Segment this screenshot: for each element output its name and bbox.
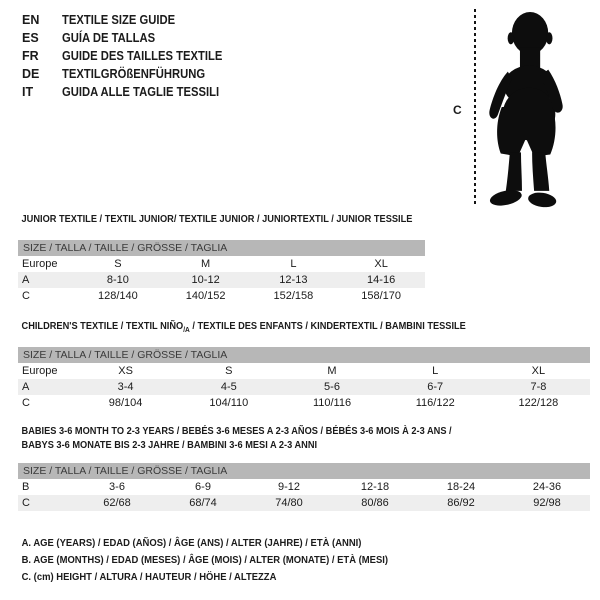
row-label: Europe (22, 258, 58, 270)
language-code: ES (22, 31, 39, 45)
size-cell: 80/86 (361, 497, 389, 509)
size-cell: 104/110 (209, 397, 249, 409)
size-header-label: SIZE / TALLA / TAILLE / GRÖSSE / TAGLIA (23, 349, 228, 361)
height-measure-label: C (453, 103, 462, 117)
legend-note-b: B. AGE (MONTHS) / EDAD (MESES) / ÂGE (MOIS) / ALTER (MONATE) / ETÀ (MESI) (21, 554, 389, 566)
size-cell: 116/122 (415, 397, 455, 409)
legend-note-c: C. (cm) HEIGHT / ALTURA / HAUTEUR / HÖHE / ALTEZZA (21, 571, 277, 583)
size-cell: 7-8 (530, 381, 547, 393)
size-cell: 92/98 (533, 497, 561, 509)
size-cell: 9-12 (277, 481, 301, 493)
row-label: C (22, 497, 30, 509)
table-row (18, 363, 590, 379)
language-label: GUIDE DES TAILLES TEXTILE (62, 49, 223, 63)
size-cell: 158/170 (361, 290, 401, 302)
size-cell: 14-16 (367, 274, 396, 286)
language-label: GUÍA DE TALLAS (62, 31, 156, 45)
row-label: B (22, 481, 30, 493)
size-cell: 152/158 (273, 290, 314, 302)
language-label: TEXTILE SIZE GUIDE (62, 13, 176, 27)
size-cell: S (225, 365, 233, 377)
language-row (22, 29, 240, 47)
language-code: FR (22, 49, 39, 63)
size-cell: S (114, 258, 122, 270)
row-label: Europe (22, 365, 58, 377)
size-cell: 6-9 (195, 481, 211, 493)
size-cell: 122/128 (518, 397, 559, 409)
size-cell: M (327, 365, 337, 377)
size-cell: 3-4 (117, 381, 134, 393)
size-cell: 4-5 (220, 381, 237, 393)
table-row (18, 288, 425, 304)
height-measure-dotted-line (474, 9, 476, 207)
table-grid (18, 347, 590, 411)
row-label: A (22, 274, 30, 286)
childrens-textile-table (18, 319, 590, 409)
table-title-text: CHILDREN'S TEXTILE / TEXTIL NIÑO (21, 320, 184, 332)
table-title (18, 319, 521, 337)
size-header-label: SIZE / TALLA / TAILLE / GRÖSSE / TAGLIA (23, 242, 228, 254)
language-code: IT (22, 85, 34, 99)
table-title: BABIES 3-6 MONTH TO 2-3 YEARS / BEBÉS 3-6 MESES A 2-3 AÑOS / BÉBÉS 3-6 MOIS À 2-3 ANS / (21, 425, 452, 437)
size-cell: 86/92 (447, 497, 475, 509)
size-cell: 74/80 (275, 497, 303, 509)
size-cell: XL (531, 365, 546, 377)
table-row (18, 272, 425, 288)
table-row (18, 495, 590, 511)
size-header-label: SIZE / TALLA / TAILLE / GRÖSSE / TAGLIA (23, 465, 228, 477)
size-cell: 24-36 (532, 481, 562, 493)
table-grid (18, 240, 425, 304)
size-cell: 3-6 (109, 481, 125, 493)
size-cell: 6-7 (427, 381, 444, 393)
language-code: DE (22, 67, 40, 81)
size-cell: L (432, 365, 439, 377)
language-row (22, 83, 240, 101)
size-cell: 12-13 (279, 274, 308, 286)
table-row (18, 379, 590, 395)
size-header-bar (18, 463, 590, 479)
table-title: BABYS 3-6 MONATE BIS 2-3 JAHRE / BAMBINI 3-6 MESI A 2-3 ANNI (21, 439, 318, 451)
language-code: EN (22, 13, 40, 27)
size-cell: XS (118, 365, 133, 377)
size-cell: 98/104 (108, 397, 143, 409)
language-label: GUIDA ALLE TAGLIE TESSILI (62, 85, 220, 99)
size-cell: 5-6 (324, 381, 340, 393)
size-cell: 68/74 (189, 497, 217, 509)
table-title-subscript: /A (183, 325, 190, 335)
row-label: A (22, 381, 30, 393)
language-row (22, 47, 240, 65)
language-title-block (22, 11, 240, 101)
size-cell: 128/140 (97, 290, 138, 302)
language-row (22, 11, 240, 29)
size-cell: 110/116 (312, 397, 352, 409)
size-cell: XL (374, 258, 388, 270)
table-row (18, 479, 590, 495)
table-row (18, 256, 425, 272)
table-grid (18, 463, 590, 511)
row-label: C (22, 290, 30, 302)
size-header-bar (18, 347, 590, 363)
baby-silhouette-image (483, 11, 565, 209)
row-label: C (22, 397, 30, 409)
junior-textile-table (18, 212, 425, 302)
table-title: JUNIOR TEXTILE / TEXTIL JUNIOR/ TEXTILE JUNIOR / JUNIORTEXTIL / JUNIOR TESSILE (21, 213, 413, 225)
size-cell: L (290, 258, 297, 270)
size-cell: M (201, 258, 211, 270)
legend-notes (18, 535, 429, 586)
size-cell: 62/68 (103, 497, 131, 509)
size-cell: 140/152 (185, 290, 226, 302)
size-cell: 18-24 (446, 481, 476, 493)
language-label: TEXTILGRÖßENFÜHRUNG (62, 67, 206, 81)
language-row (22, 65, 240, 83)
table-title-text: / TEXTILE DES ENFANTS / KINDERTEXTIL / BAMBINI TESSILE (189, 320, 466, 332)
legend-note-a: A. AGE (YEARS) / EDAD (AÑOS) / ÂGE (ANS) / ALTER (JAHRE) / ETÀ (ANNI) (21, 537, 362, 549)
babies-textile-table (18, 424, 590, 509)
size-header-bar (18, 240, 425, 256)
size-cell: 10-12 (191, 274, 220, 286)
table-row (18, 395, 590, 411)
size-cell: 8-10 (106, 274, 129, 286)
size-cell: 12-18 (360, 481, 390, 493)
